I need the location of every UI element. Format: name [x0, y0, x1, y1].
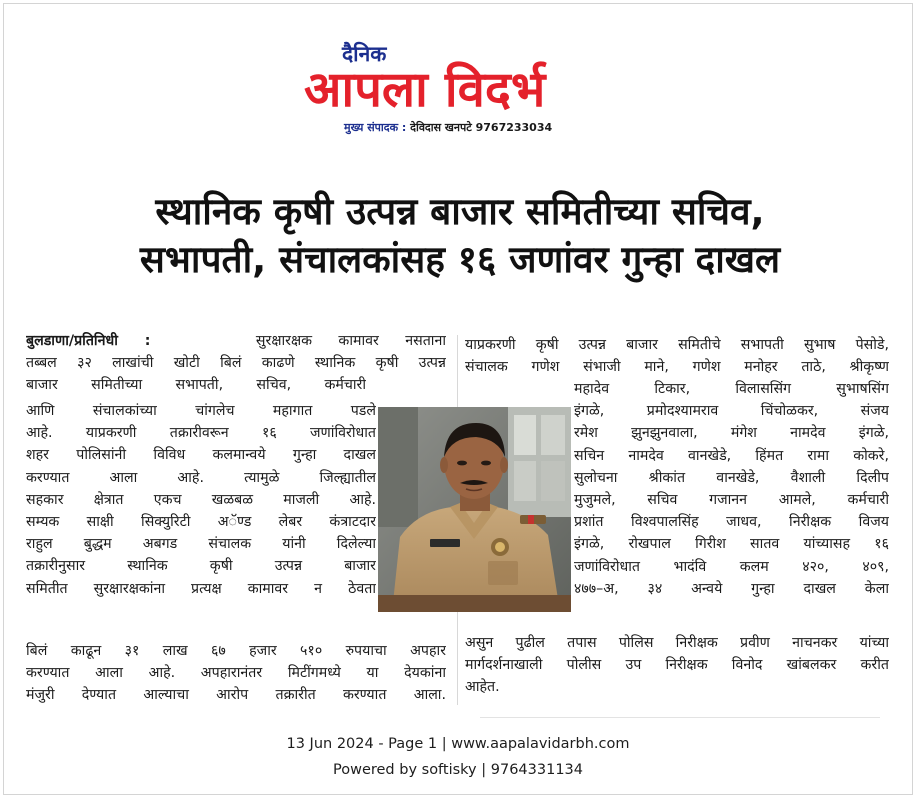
- article-line: प्रशांत विश्वपालसिंह जाधव, निरीक्षक विजय: [574, 514, 889, 531]
- article-line: आणि संचालकांच्या चांगलेच महागात पडले: [26, 403, 376, 419]
- article-line: रमेश झुनझुनवाला, मंगेश नामदेव इंगळे,: [574, 425, 889, 442]
- article-right-column-bottom: [465, 632, 889, 699]
- article-line: जणांविरोधात भादंवि कलम ४२०, ४०९,: [574, 558, 889, 575]
- article-line: तक्रारीनुसार स्थानिक कृषी उत्पन्न बाजार: [26, 558, 376, 575]
- masthead-editor: [344, 121, 552, 135]
- masthead-daily: दैनिक: [342, 42, 387, 66]
- article-line: इंगळे, प्रमोदश्यामराव चिंचोळकर, संजय: [574, 403, 889, 420]
- headline-line-1: स्थानिक कृषी उत्पन्न बाजार समितीच्या सचिव,: [155, 190, 765, 233]
- headline-line-2: सभापती, संचालकांसह १६ जणांवर गुन्हा दाखल: [139, 238, 781, 281]
- article-line: सहकार क्षेत्रात एकच खळबळ माजली आहे.: [26, 491, 376, 508]
- article-line: संचालक गणेश संभाजी माने, गणेश मनोहर ताठे, श्रीकृष्ण: [465, 359, 889, 376]
- article-line: याप्रकरणी कृषी उत्पन्न बाजार समितीचे सभापती सुभाष पेसोडे,: [465, 337, 889, 353]
- article-right-column-mid: [574, 378, 889, 600]
- article-line: बुलडाणा/प्रतिनिधी : सुरक्षारक्षक कामावर नसताना: [26, 333, 446, 349]
- article-photo-police-officer: [378, 407, 571, 612]
- article-line: करण्यात आला आहे. त्यामुळे जिल्ह्यातील: [26, 469, 376, 486]
- article-line: शहर पोलिसांनी विविध कलमान्वये गुन्हा दाखल: [26, 447, 376, 464]
- article-line: महादेव टिकार, विलाससिंग सुभाषसिंग: [574, 381, 889, 397]
- article-line: बिलं काढून ३१ लाख ६७ हजार ५१० रुपयाचा अपहार: [26, 643, 446, 659]
- article-left-column-bottom: [26, 640, 446, 707]
- article-line: बाजार समितीच्या सभापती, सचिव, कर्मचारी: [26, 377, 366, 394]
- editor-label: मुख्य संपादक :: [344, 121, 407, 134]
- article-line: तब्बल ३२ लाखांची खोटी बिलं काढणे स्थानिक कृषी उत्पन्न: [26, 355, 446, 372]
- article-line: इंगळे, रोखपाल गिरीश सातव यांच्यासह १६: [574, 536, 889, 553]
- article-line: सुलोचना श्रीकांत वानखेडे, वैशाली दिलीप: [574, 469, 889, 486]
- article-left-column-top: [26, 330, 446, 397]
- article-line: मार्गदर्शनाखाली पोलीस उप निरीक्षक विनोद खांबलकर करीत: [465, 657, 889, 674]
- article-right-column-top: [465, 334, 889, 378]
- article-headline: [40, 188, 880, 284]
- editor-value: देविदास खनपटे 9767233034: [410, 121, 553, 134]
- article-line: राहुल बुद्धम अबगड संचालक यांनी दिलेल्या: [26, 536, 376, 553]
- masthead: [300, 40, 620, 140]
- footer-date-page: 13 Jun 2024 - Page 1 | www.aapalavidarbh.com: [286, 736, 630, 752]
- article-line: मुजुमले, सचिव गजानन आमले, कर्मचारी: [574, 491, 889, 508]
- article-line: ४७७–अ, ३४ अन्वये गुन्हा दाखल केला: [574, 580, 889, 597]
- article-line: समितीत सुरक्षारक्षकांना प्रत्यक्ष कामावर न ठेवता: [26, 580, 376, 597]
- article-line: आहे. याप्रकरणी तक्रारीवरून १६ जणांविरोधात: [26, 425, 376, 442]
- article-line: मंजुरी देण्यात आल्याचा आरोप तक्रारीत करण्यात आला.: [26, 687, 446, 704]
- article-line: सचिन नामदेव वानखेडे, हिंमत रामा कोकरे,: [574, 447, 889, 464]
- article-line: सम्यक साक्षी सिक्युरिटी अॅण्ड लेबर कंत्राटदार: [26, 513, 376, 530]
- article-line: आहेत.: [465, 679, 500, 696]
- article-dateline: बुलडाणा/प्रतिनिधी :: [26, 333, 151, 349]
- masthead-title: आपला विदर्भ: [304, 61, 546, 118]
- article-line: करण्यात आला आहे. अपहारानंतर मिटींगमध्ये या देयकांना: [26, 665, 446, 682]
- bottom-rule: [480, 717, 880, 718]
- article-left-column-mid: [26, 400, 376, 600]
- article-line: असुन पुढील तपास पोलिस निरीक्षक प्रवीण नाचनकर यांच्या: [465, 635, 889, 651]
- footer-powered-by: Powered by softisky | 9764331134: [332, 762, 583, 778]
